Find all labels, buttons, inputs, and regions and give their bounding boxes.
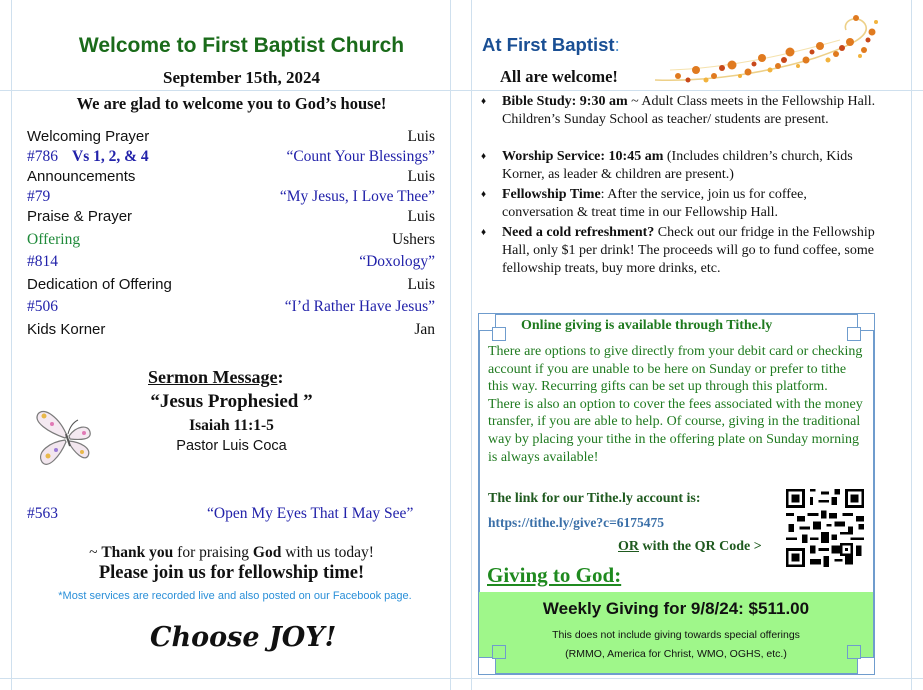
hymn-title: “Doxology” [359, 253, 435, 270]
online-giving-heading: Online giving is available through Tithe.ly [521, 318, 773, 333]
sermon-heading: Sermon Message: [148, 367, 284, 387]
bullet-diamond-icon: ♦ [481, 227, 487, 238]
online-giving-body: There are options to give directly from your debit card or checking account if you are unable to be here on Sunday or prefer to tithe this way. Recurring gifts can be set up through this platform. There is also an option to cover the fees associated with the money transfer, if you are able to help. Of course, giving in the traditional way by placing your tithe in the offering plate on Sunday morning is always available! [488, 344, 863, 465]
thank-you-line: ~ Thank you for praising God with us today! [89, 544, 374, 561]
box-corner-ornament [847, 327, 861, 341]
order-item-hymn-786 [27, 148, 435, 168]
hymn-title: “I’d Rather Have Jesus” [284, 298, 435, 315]
sermon-scripture: Isaiah 11:1-5 [189, 417, 274, 434]
sermon-title: “Jesus Prophesied ” [150, 391, 313, 412]
box-corner-ornament [492, 327, 506, 341]
hymn-number: #506 [27, 298, 58, 315]
qr-code[interactable] [786, 489, 864, 567]
order-item-kids-korner [27, 321, 435, 341]
order-item-praise-prayer [27, 208, 435, 228]
order-item-label: Praise & Prayer [27, 208, 133, 225]
closing-hymn-number: #563 [27, 505, 58, 522]
order-item-announcements [27, 168, 435, 188]
recorded-note: *Most services are recorded live and also posted on our Facebook page. [58, 590, 412, 602]
order-item-hymn-814 [27, 253, 435, 273]
tithely-link-heading: The link for our Tithe.ly account is: [488, 491, 701, 506]
order-item-leader: Luis [407, 168, 435, 185]
hymn-number: #814 [27, 253, 58, 270]
fellowship-invite: Please join us for fellowship time! [98, 563, 365, 583]
church-title: Welcome to First Baptist Church [78, 34, 405, 57]
order-item-leader: Luis [407, 128, 435, 145]
order-item-hymn-79 [27, 188, 435, 208]
closing-hymn-title: “Open My Eyes That I May See” [207, 505, 414, 522]
bullet-diamond-icon: ♦ [481, 189, 487, 200]
giving-to-god-heading: Giving to God: [487, 563, 622, 587]
hymn-verses: Vs 1, 2, & 4 [72, 148, 149, 165]
autumn-leaves-swirl [650, 10, 885, 88]
bullet-cold-refreshment: ♦ Need a cold refreshment? Check out our fridge in the Fellowship Hall, only $1 per drink! The proceeds will go to fund coffee, some fellowship treats, buy more drinks, etc. [481, 225, 875, 276]
giving-note-list: (RMMO, America for Christ, WMO, OGHS, etc.) [565, 648, 787, 660]
hymn-title: “My Jesus, I Love Thee” [279, 188, 435, 205]
order-item-leader: Luis [407, 208, 435, 225]
order-item-label: Welcoming Prayer [27, 128, 150, 145]
order-item-dedication [27, 276, 435, 296]
order-item-label: Offering [27, 231, 81, 248]
hymn-title: “Count Your Blessings” [286, 148, 435, 165]
order-item-label: Dedication of Offering [27, 276, 172, 293]
butterfly-icon [30, 400, 105, 475]
giving-note: This does not include giving towards special offerings [552, 629, 800, 641]
hymn-number: #79 [27, 188, 51, 205]
bullet-worship-service: ♦ Worship Service: 10:45 am (Includes children’s church, Kids Korner, as leader & children are present.) [481, 149, 853, 182]
order-item-label: Announcements [27, 168, 136, 185]
order-item-welcoming-prayer [27, 128, 435, 148]
order-item-leader: Jan [414, 321, 435, 338]
order-item-offering [27, 231, 435, 251]
choose-joy: Choose JOY! [150, 622, 337, 653]
hymn-number: #786 Vs 1, 2, & 4 [27, 148, 149, 165]
qr-code-label: OR with the QR Code > [618, 539, 762, 554]
bullet-diamond-icon: ♦ [481, 96, 487, 107]
bullet-diamond-icon: ♦ [481, 151, 487, 162]
right-title: At First Baptist: [482, 34, 620, 55]
bullet-bible-study: ♦ Bible Study: 9:30 am ~ Adult Class meets in the Fellowship Hall. Children’s Sunday School as teacher/ students are present. [481, 94, 876, 127]
order-item-hymn-506 [27, 298, 435, 318]
all-welcome: All are welcome! [500, 67, 618, 86]
order-item-leader: Luis [407, 276, 435, 293]
weekly-giving-amount: Weekly Giving for 9/8/24: $511.00 [542, 599, 810, 618]
bullet-fellowship-time: ♦ Fellowship Time: After the service, join us for coffee, conversation & treat time in our Fellowship Hall. [481, 187, 807, 220]
order-item-label: Kids Korner [27, 321, 106, 338]
order-item-leader: Ushers [391, 231, 435, 248]
tithely-link[interactable]: https://tithe.ly/give?c=6175475 [488, 515, 665, 530]
welcome-message: We are glad to welcome you to God’s house! [76, 94, 387, 113]
service-date: September 15th, 2024 [163, 68, 320, 87]
pastor-name: Pastor Luis Coca [176, 438, 287, 454]
